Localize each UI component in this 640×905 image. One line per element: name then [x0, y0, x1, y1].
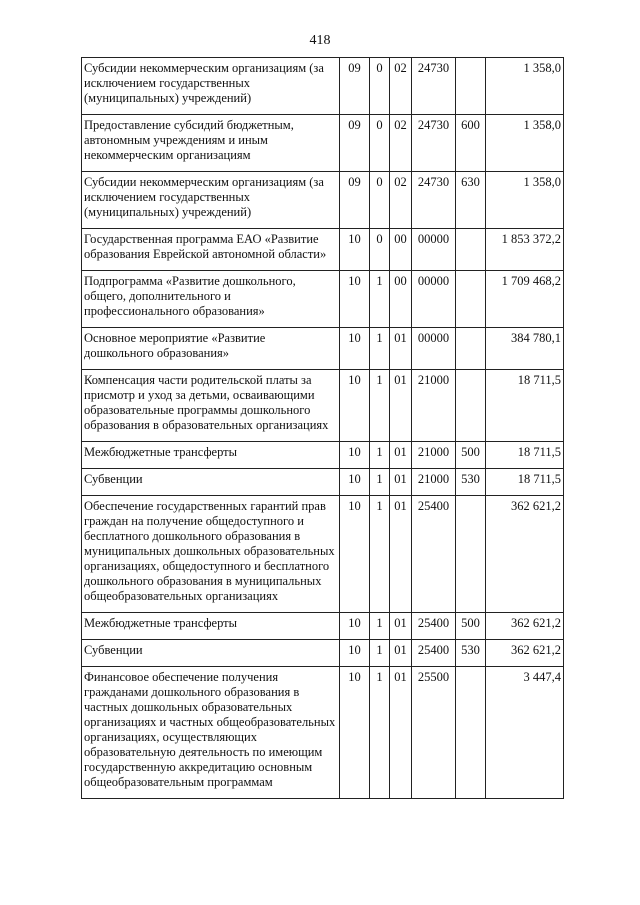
row-expense-type [456, 496, 486, 613]
row-target-code: 24730 [412, 58, 456, 115]
row-name: Подпрограмма «Развитие дошкольного, общего, дополнительного и профессионального образования» [82, 271, 340, 328]
row-subprogram: 0 [370, 115, 390, 172]
row-target-code: 25400 [412, 613, 456, 640]
row-name: Межбюджетные трансферты [82, 613, 340, 640]
row-expense-type [456, 370, 486, 442]
row-target-code: 25400 [412, 496, 456, 613]
row-expense-type: 500 [456, 613, 486, 640]
row-amount: 1 709 468,2 [486, 271, 564, 328]
page-number: 418 [309, 33, 331, 48]
row-name: Государственная программа ЕАО «Развитие образования Еврейской автономной области» [82, 229, 340, 271]
row-target-code: 24730 [412, 115, 456, 172]
row-section: 10 [340, 667, 370, 799]
row-name: Основное мероприятие «Развитие дошкольного образования» [82, 328, 340, 370]
row-expense-type: 530 [456, 469, 486, 496]
row-subprogram: 1 [370, 370, 390, 442]
row-amount: 362 621,2 [486, 613, 564, 640]
row-target-code: 25500 [412, 667, 456, 799]
row-name: Предоставление субсидий бюджетным, автономным учреждениям и иным некоммерческим организациям [82, 115, 340, 172]
row-subprogram: 0 [370, 172, 390, 229]
row-subsection: 01 [390, 328, 412, 370]
row-subsection: 00 [390, 229, 412, 271]
row-name: Финансовое обеспечение получения гражданами дошкольного образования в частных дошкольных образовательных организациях и частных общеобразовательных организациях, осуществляющих образовательную деятельность по имеющим государственную аккредитацию основным общеобразовательным программам [82, 667, 340, 799]
row-target-code: 00000 [412, 271, 456, 328]
table-row [82, 496, 564, 613]
budget-table [81, 57, 564, 799]
row-amount: 3 447,4 [486, 667, 564, 799]
row-subprogram: 0 [370, 229, 390, 271]
row-subprogram: 0 [370, 58, 390, 115]
table-row [82, 370, 564, 442]
row-section: 09 [340, 58, 370, 115]
table-row [82, 442, 564, 469]
row-target-code: 21000 [412, 370, 456, 442]
row-name: Межбюджетные трансферты [82, 442, 340, 469]
row-subsection: 01 [390, 640, 412, 667]
row-expense-type [456, 271, 486, 328]
row-subprogram: 1 [370, 667, 390, 799]
table-row [82, 469, 564, 496]
table-row [82, 667, 564, 799]
row-section: 09 [340, 172, 370, 229]
row-section: 10 [340, 271, 370, 328]
row-section: 10 [340, 496, 370, 613]
row-expense-type: 530 [456, 640, 486, 667]
row-subprogram: 1 [370, 271, 390, 328]
table-row [82, 229, 564, 271]
row-name: Компенсация части родительской платы за присмотр и уход за детьми, осваивающими образовательные программы дошкольного образования в образовательных организациях [82, 370, 340, 442]
row-target-code: 21000 [412, 469, 456, 496]
row-target-code: 00000 [412, 229, 456, 271]
row-subprogram: 1 [370, 328, 390, 370]
row-subsection: 01 [390, 469, 412, 496]
row-section: 10 [340, 613, 370, 640]
row-subsection: 01 [390, 370, 412, 442]
row-amount: 384 780,1 [486, 328, 564, 370]
row-expense-type [456, 328, 486, 370]
table-row [82, 271, 564, 328]
row-expense-type: 500 [456, 442, 486, 469]
row-expense-type [456, 58, 486, 115]
row-amount: 18 711,5 [486, 469, 564, 496]
row-name: Субвенции [82, 640, 340, 667]
row-amount: 18 711,5 [486, 442, 564, 469]
row-amount: 362 621,2 [486, 640, 564, 667]
row-name: Субсидии некоммерческим организациям (за исключением государственных (муниципальных) учреждений) [82, 58, 340, 115]
row-subprogram: 1 [370, 640, 390, 667]
row-amount: 362 621,2 [486, 496, 564, 613]
row-name: Субвенции [82, 469, 340, 496]
table-row [82, 328, 564, 370]
table-row [82, 115, 564, 172]
table-row [82, 640, 564, 667]
row-section: 10 [340, 370, 370, 442]
row-subprogram: 1 [370, 496, 390, 613]
table-row [82, 58, 564, 115]
row-subsection: 01 [390, 667, 412, 799]
row-amount: 1 358,0 [486, 58, 564, 115]
row-subprogram: 1 [370, 442, 390, 469]
row-expense-type [456, 667, 486, 799]
row-subsection: 01 [390, 442, 412, 469]
row-target-code: 25400 [412, 640, 456, 667]
row-subsection: 02 [390, 115, 412, 172]
row-section: 10 [340, 469, 370, 496]
row-subsection: 01 [390, 496, 412, 613]
row-amount: 1 853 372,2 [486, 229, 564, 271]
row-section: 10 [340, 229, 370, 271]
row-target-code: 24730 [412, 172, 456, 229]
row-section: 10 [340, 640, 370, 667]
table-row [82, 613, 564, 640]
row-subprogram: 1 [370, 613, 390, 640]
row-subsection: 00 [390, 271, 412, 328]
row-name: Субсидии некоммерческим организациям (за исключением государственных (муниципальных) учреждений) [82, 172, 340, 229]
row-target-code: 00000 [412, 328, 456, 370]
row-section: 10 [340, 442, 370, 469]
row-section: 10 [340, 328, 370, 370]
row-name: Обеспечение государственных гарантий прав граждан на получение общедоступного и бесплатного дошкольного образования в муниципальных дошкольных образовательных организациях, общедоступного и бесплатного дошкольного образования в муниципальных общеобразовательных организациях [82, 496, 340, 613]
row-subsection: 01 [390, 613, 412, 640]
row-section: 09 [340, 115, 370, 172]
row-expense-type: 600 [456, 115, 486, 172]
row-subsection: 02 [390, 58, 412, 115]
row-amount: 1 358,0 [486, 115, 564, 172]
budget-table-body [82, 58, 564, 799]
row-amount: 1 358,0 [486, 172, 564, 229]
table-row [82, 172, 564, 229]
row-subprogram: 1 [370, 469, 390, 496]
row-amount: 18 711,5 [486, 370, 564, 442]
row-target-code: 21000 [412, 442, 456, 469]
row-expense-type: 630 [456, 172, 486, 229]
row-subsection: 02 [390, 172, 412, 229]
row-expense-type [456, 229, 486, 271]
